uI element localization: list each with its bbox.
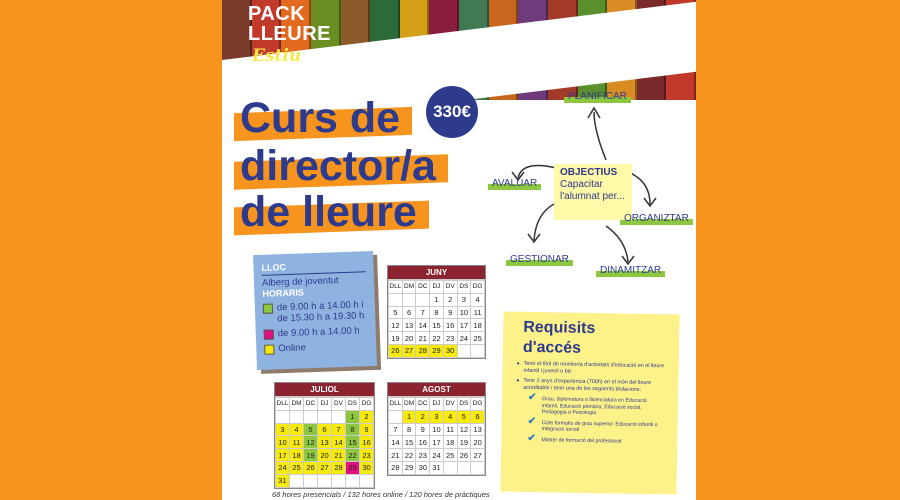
calendar-day: 18: [443, 436, 457, 449]
title-line-3: de lleure: [234, 190, 429, 234]
calendar-day: 17: [430, 436, 444, 449]
calendar-day: 3: [457, 293, 471, 306]
calendar-juny: [387, 265, 486, 359]
calendar-month-header: AGOST: [388, 383, 485, 397]
calendar-day: [290, 410, 304, 423]
pack-logo: PACK LLEURE: [248, 3, 331, 45]
title-line-1: Curs de: [234, 96, 412, 140]
calendar-day: 18: [290, 449, 304, 462]
calendar-day: [276, 410, 290, 423]
objective-planificar: PLANIFICAR: [564, 90, 631, 103]
calendar-day: 25: [471, 332, 485, 345]
calendar-day: 7: [389, 423, 403, 436]
calendar-month-header: JULIOL: [275, 383, 374, 397]
year-label: 2023: [252, 66, 286, 83]
check-icon: ✔: [527, 415, 537, 427]
calendar-day: [360, 474, 374, 487]
calendar-day: 20: [471, 436, 485, 449]
calendar-day: 29: [430, 344, 444, 357]
requirement-sub-2: ✔ Cicle formatiu de grau superior: Educació infantil o Integració social: [527, 415, 658, 434]
check-icon: ✔: [527, 391, 537, 404]
objective-avaluar: AVALUAR: [488, 177, 541, 190]
calendar-day: [457, 344, 471, 357]
calendar-day: 6: [471, 410, 485, 423]
weekday-header: DV: [443, 281, 457, 294]
objectives-center-note: OBJECTIUS Capacitar l'alumnat per...: [554, 164, 632, 220]
calendar-day: 19: [304, 449, 318, 462]
calendar-day: [389, 293, 403, 306]
calendar-day: 4: [443, 410, 457, 423]
calendar-day: 2: [360, 410, 374, 423]
calendar-day: 10: [430, 423, 444, 436]
calendar-day: 16: [416, 436, 430, 449]
calendar-day: 17: [457, 319, 471, 332]
calendar-day: 2: [443, 293, 457, 306]
calendar-day: 27: [471, 449, 485, 462]
calendar-juliol: [274, 382, 375, 489]
calendar-day: 25: [443, 449, 457, 462]
objective-dinamitzar: DINAMITZAR: [596, 264, 665, 277]
requirements-title-2: d'accés: [522, 338, 582, 357]
calendar-day: 22: [430, 332, 444, 345]
calendar-day: [416, 293, 430, 306]
calendar-day: 28: [416, 344, 430, 357]
green-swatch: [263, 303, 273, 313]
weekday-header: DG: [360, 398, 374, 411]
calendar-day: 1: [402, 410, 416, 423]
legend-green: de 9.00 h a 14.00 h i de 15.30 h a 19.30 h: [263, 299, 368, 325]
calendar-day: [346, 474, 360, 487]
calendar-day: 24: [276, 461, 290, 474]
calendar-day: [471, 344, 485, 357]
calendar-day: [389, 410, 403, 423]
calendar-day: 20: [318, 449, 332, 462]
calendar-day: 21: [389, 449, 403, 462]
pink-swatch: [264, 329, 274, 339]
requirement-sub-3: ✔ Màster de formació del professorat: [527, 432, 622, 445]
objective-gestionar: GESTIONAR: [506, 253, 573, 266]
objective-organitzar: ORGANIZTAR: [620, 212, 693, 225]
weekday-header: DG: [471, 398, 485, 411]
requirements-note: [500, 311, 679, 494]
calendar-day: 26: [304, 461, 318, 474]
calendar-agost: [387, 382, 486, 476]
calendar-day: 31: [430, 461, 444, 474]
season-label: Estiu: [252, 46, 302, 66]
calendar-day: 7: [332, 423, 346, 436]
legend-yellow: Online: [264, 340, 368, 355]
calendar-day: 20: [402, 332, 416, 345]
calendar-day: 11: [471, 306, 485, 319]
calendar-day: 22: [402, 449, 416, 462]
calendar-day: 8: [402, 423, 416, 436]
calendar-day: [318, 474, 332, 487]
calendar-day: 3: [276, 423, 290, 436]
calendar-day: 10: [457, 306, 471, 319]
horaris-label: HORARIS: [262, 287, 305, 299]
calendar-day: 23: [443, 332, 457, 345]
calendar-day: 12: [389, 319, 403, 332]
yellow-swatch: [264, 344, 274, 354]
lloc-label: LLOC: [261, 261, 287, 273]
hours-footer: 68 hores presencials / 132 hores online / 120 hores de pràctiques: [272, 490, 490, 499]
calendar-day: 24: [457, 332, 471, 345]
calendar-day: 26: [457, 449, 471, 462]
calendar-day: 16: [360, 436, 374, 449]
calendar-day: 15: [402, 436, 416, 449]
calendar-day: 25: [290, 461, 304, 474]
calendar-day: 11: [443, 423, 457, 436]
calendar-day: 3: [430, 410, 444, 423]
weekday-header: DM: [402, 281, 416, 294]
calendar-day: 2: [416, 410, 430, 423]
calendar-day: 14: [416, 319, 430, 332]
calendar-day: 14: [389, 436, 403, 449]
calendar-day: 8: [430, 306, 444, 319]
calendar-day: 13: [471, 423, 485, 436]
calendar-day: 21: [332, 449, 346, 462]
calendar-day: 9: [416, 423, 430, 436]
calendar-day: 29: [346, 461, 360, 474]
calendar-day: [304, 474, 318, 487]
calendar-day: 30: [360, 461, 374, 474]
calendar-day: 9: [443, 306, 457, 319]
calendar-day: 28: [389, 461, 403, 474]
calendar-day: 5: [457, 410, 471, 423]
calendar-day: 15: [430, 319, 444, 332]
calendar-day: 7: [416, 306, 430, 319]
calendar-day: [304, 410, 318, 423]
calendar-day: 1: [430, 293, 444, 306]
calendar-day: [332, 410, 346, 423]
calendar-day: 15: [346, 436, 360, 449]
calendar-day: 10: [276, 436, 290, 449]
weekday-header: DG: [471, 281, 485, 294]
check-icon: ✔: [527, 432, 536, 445]
weekday-header: DM: [290, 398, 304, 411]
requirement-item-2: ● Tenir 2 anys d'experiència (700h) en el món del lleure acreditable i tenir una de les següents titulacions:: [516, 378, 664, 395]
calendar-day: 6: [402, 306, 416, 319]
requirement-item-1: ● Tenir el títol de monitor/a d'activitats d'educació en el lleure infantil i juvenil o bé:: [516, 361, 664, 378]
calendar-day: 16: [443, 319, 457, 332]
calendar-day: [290, 474, 304, 487]
weekday-header: DJ: [318, 398, 332, 411]
price-badge: 330€: [426, 86, 478, 138]
calendar-day: [402, 293, 416, 306]
weekday-header: DJ: [430, 281, 444, 294]
requirement-sub-1: ✔ Grau, diplomatura o llicenciatura en Educació infantil, Educació primària, Educació social, Pedagogia o Psicologia: [527, 391, 647, 417]
calendar-day: 14: [332, 436, 346, 449]
calendar-day: 4: [290, 423, 304, 436]
poster: [222, 0, 696, 500]
calendar-day: 22: [346, 449, 360, 462]
calendar-day: 23: [360, 449, 374, 462]
weekday-header: DM: [402, 398, 416, 411]
weekday-header: DLL: [276, 398, 290, 411]
calendar-day: 27: [402, 344, 416, 357]
calendar-day: [471, 461, 485, 474]
calendar-day: 5: [304, 423, 318, 436]
calendar-day: 17: [276, 449, 290, 462]
calendar-day: 19: [457, 436, 471, 449]
weekday-header: DS: [346, 398, 360, 411]
weekday-header: DC: [304, 398, 318, 411]
calendar-day: 11: [290, 436, 304, 449]
calendar-day: 6: [318, 423, 332, 436]
calendar-day: 13: [402, 319, 416, 332]
lloc-value: Alberg de joventut: [261, 275, 339, 289]
calendar-day: 12: [457, 423, 471, 436]
calendar-day: 23: [416, 449, 430, 462]
calendar-month-header: JUNY: [388, 266, 485, 280]
calendar-day: 1: [346, 410, 360, 423]
calendar-day: 13: [318, 436, 332, 449]
calendar-day: [318, 410, 332, 423]
weekday-header: DS: [457, 281, 471, 294]
calendar-day: [332, 474, 346, 487]
weekday-header: DV: [443, 398, 457, 411]
weekday-header: DJ: [430, 398, 444, 411]
requirements-title-1: Requisits: [523, 318, 596, 338]
calendar-day: 12: [304, 436, 318, 449]
weekday-header: DC: [416, 281, 430, 294]
calendar-day: 29: [402, 461, 416, 474]
calendar-day: 26: [389, 344, 403, 357]
calendar-day: 24: [430, 449, 444, 462]
calendar-day: 18: [471, 319, 485, 332]
calendar-day: 9: [360, 423, 374, 436]
title-line-2: director/a: [234, 144, 448, 188]
calendar-day: 5: [389, 306, 403, 319]
info-card: [253, 251, 377, 370]
calendar-day: 21: [416, 332, 430, 345]
weekday-header: DLL: [389, 281, 403, 294]
weekday-header: DC: [416, 398, 430, 411]
calendar-day: 19: [389, 332, 403, 345]
calendar-day: 28: [332, 461, 346, 474]
calendar-day: 30: [416, 461, 430, 474]
calendar-day: 30: [443, 344, 457, 357]
legend-pink: de 9.00 h a 14.00 h: [264, 325, 368, 340]
calendar-day: 8: [346, 423, 360, 436]
calendar-day: 31: [276, 474, 290, 487]
weekday-header: DV: [332, 398, 346, 411]
weekday-header: DLL: [389, 398, 403, 411]
weekday-header: DS: [457, 398, 471, 411]
calendar-day: 27: [318, 461, 332, 474]
calendar-day: [457, 461, 471, 474]
calendar-day: [443, 461, 457, 474]
calendar-day: 4: [471, 293, 485, 306]
